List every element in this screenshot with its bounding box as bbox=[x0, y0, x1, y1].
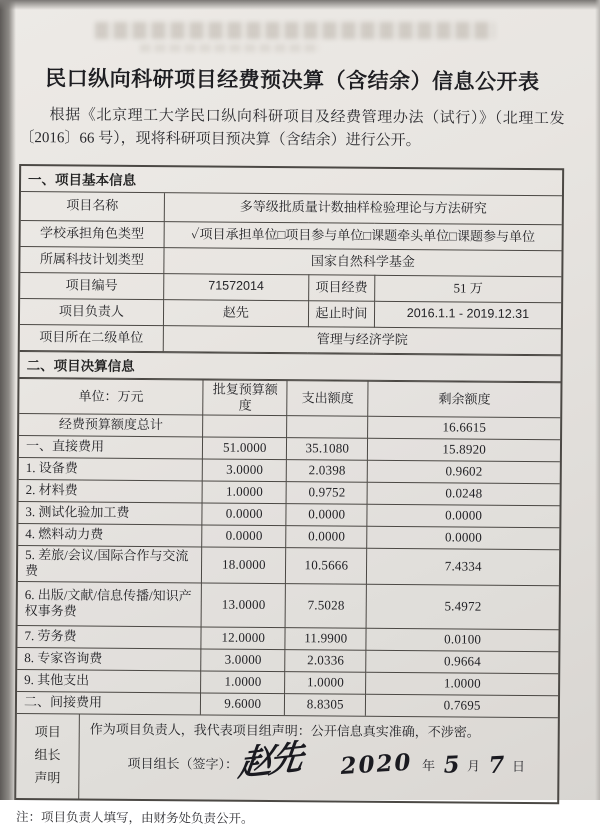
field-value: 多等级批质量计数抽样检验理论与方法研究 bbox=[164, 193, 562, 225]
field-label: 起止时间 bbox=[308, 300, 374, 327]
table-row bbox=[18, 546, 559, 586]
handwritten-month: 5 bbox=[442, 750, 460, 779]
table-header-row bbox=[19, 378, 560, 418]
cell-approved: 1.0000 bbox=[202, 481, 286, 504]
day-unit-label: 日 bbox=[512, 758, 526, 774]
cell-approved: 3.0000 bbox=[203, 459, 287, 482]
field-label: 所属科技计划类型 bbox=[20, 246, 164, 273]
cell-spent: 0.0000 bbox=[286, 526, 367, 549]
declaration-text: 作为项目负责人，我代表项目组声明：公开信息真实准确，不涉密。 bbox=[89, 721, 480, 740]
row-label: 8. 专家咨询费 bbox=[17, 647, 201, 670]
cell-remaining: 15.8920 bbox=[368, 438, 560, 462]
table-row bbox=[20, 324, 561, 354]
cell-remaining: 0.7695 bbox=[366, 694, 558, 717]
section-basic-info-header: 一、项目基本信息 bbox=[21, 166, 562, 196]
row-label: 5. 差旅/会议/国际合作与交流费 bbox=[18, 546, 202, 583]
photo-edge-top bbox=[0, 0, 600, 10]
statement-header-line: 声明 bbox=[34, 770, 61, 786]
page-bleed-through bbox=[95, 22, 495, 39]
cell-spent: 0.9752 bbox=[286, 482, 367, 505]
field-value: 国家自然科学基金 bbox=[164, 247, 562, 276]
cell-spent: 1.0000 bbox=[285, 671, 366, 694]
photo-edge-right bbox=[595, 0, 600, 800]
year-unit-label: 年 bbox=[421, 757, 436, 773]
basic-info-table bbox=[20, 192, 562, 355]
cell-remaining: 0.0000 bbox=[367, 526, 559, 550]
cell-approved: 0.0000 bbox=[202, 503, 286, 526]
cell-remaining: 0.9664 bbox=[366, 650, 558, 674]
cell-approved bbox=[203, 415, 287, 438]
statement-header-line: 项目 bbox=[34, 724, 61, 740]
main-form-table bbox=[14, 163, 564, 803]
field-value: 赵先 bbox=[163, 299, 308, 326]
photo-edge-left bbox=[0, 0, 16, 800]
row-label: 3. 测试化验加工费 bbox=[18, 502, 202, 525]
cell-remaining: 16.6615 bbox=[368, 416, 560, 440]
cell-spent bbox=[287, 416, 368, 439]
field-value: 51 万 bbox=[374, 275, 561, 302]
cell-approved: 3.0000 bbox=[201, 648, 285, 671]
field-label: 项目经费 bbox=[308, 274, 374, 301]
statement-body-cell bbox=[79, 714, 558, 802]
row-label: 2. 材料费 bbox=[19, 480, 203, 503]
page-bleed-through-2 bbox=[140, 44, 320, 52]
cell-remaining: 0.0248 bbox=[367, 482, 559, 506]
cell-spent: 2.0336 bbox=[285, 649, 366, 672]
statement-header-cell bbox=[16, 713, 80, 797]
field-value: 71572014 bbox=[164, 273, 309, 300]
page-title: 民口纵向科研项目经费预决算（含结余）信息公开表 bbox=[45, 66, 540, 95]
row-label: 经费预算额度总计 bbox=[19, 414, 203, 437]
cell-spent: 0.0000 bbox=[286, 504, 367, 527]
column-header: 批复预算额度 bbox=[203, 379, 287, 415]
cell-spent: 10.5666 bbox=[286, 548, 367, 584]
intro-paragraph: 根据《北京理工大学民口纵向科研项目及经费管理办法（试行）》（北理工发〔2016〕66 号），现将科研项目预决算（含结余）进行公开。 bbox=[19, 107, 565, 150]
field-value: 2016.1.1 - 2019.12.31 bbox=[374, 301, 561, 328]
leader-statement-row bbox=[16, 712, 558, 801]
row-label: 4. 燃料动力费 bbox=[18, 524, 202, 547]
cell-approved: 13.0000 bbox=[202, 582, 286, 627]
field-label: 项目负责人 bbox=[20, 298, 164, 325]
cell-remaining: 1.0000 bbox=[366, 672, 558, 696]
cell-remaining: 0.0000 bbox=[367, 504, 559, 528]
field-label: 项目编号 bbox=[20, 272, 164, 299]
cell-approved: 18.0000 bbox=[202, 547, 286, 583]
footer-note: 注：项目负责人填写，由财务处负责公开。 bbox=[16, 809, 254, 826]
row-label: 9. 其他支出 bbox=[17, 669, 201, 692]
cell-spent: 7.5028 bbox=[285, 583, 366, 628]
row-label: 6. 出版/文献/信息传播/知识产权事务费 bbox=[18, 581, 202, 626]
field-label: 项目名称 bbox=[21, 192, 165, 222]
row-label: 二、间接费用 bbox=[17, 691, 201, 714]
column-header: 支出额度 bbox=[287, 380, 368, 416]
row-label: 7. 劳务费 bbox=[17, 625, 201, 648]
signature-row bbox=[127, 736, 547, 785]
table-row bbox=[18, 581, 559, 629]
cell-approved: 1.0000 bbox=[201, 670, 285, 693]
row-label: 一、直接费用 bbox=[19, 436, 203, 459]
handwritten-day: 7 bbox=[487, 751, 505, 779]
statement-header-line: 组长 bbox=[34, 747, 61, 763]
cell-remaining: 5.4972 bbox=[366, 584, 558, 630]
field-label: 学校承担角色类型 bbox=[21, 220, 165, 247]
cell-approved: 9.6000 bbox=[201, 692, 285, 714]
column-header: 剩余额度 bbox=[368, 381, 560, 418]
column-header: 单位：万元 bbox=[19, 378, 203, 415]
cell-remaining: 7.4334 bbox=[367, 548, 559, 585]
handwritten-signature: 赵先 bbox=[235, 736, 303, 785]
cell-approved: 0.0000 bbox=[202, 525, 286, 548]
month-unit-label: 月 bbox=[466, 758, 481, 774]
row-label: 1. 设备费 bbox=[19, 458, 203, 481]
handwritten-year: 2020 bbox=[339, 748, 413, 780]
cell-remaining: 0.0100 bbox=[366, 628, 558, 652]
document-page bbox=[14, 62, 565, 829]
cell-remaining: 0.9602 bbox=[368, 460, 560, 484]
section-settlement-header: 二、项目决算信息 bbox=[20, 351, 561, 382]
cell-spent: 35.1080 bbox=[287, 438, 368, 461]
field-value: ✓项目承担单位□项目参与单位□课题牵头单位□课题参与单位 bbox=[164, 221, 562, 250]
settlement-table bbox=[17, 378, 561, 717]
cell-spent: 8.8305 bbox=[285, 693, 366, 715]
field-label: 项目所在二级单位 bbox=[20, 324, 164, 351]
cell-spent: 2.0398 bbox=[286, 460, 367, 483]
table-row bbox=[21, 192, 562, 225]
cell-spent: 11.9900 bbox=[285, 627, 366, 650]
cell-approved: 12.0000 bbox=[201, 626, 285, 649]
field-value: 管理与经济学院 bbox=[163, 325, 561, 354]
cell-approved: 51.0000 bbox=[203, 437, 287, 460]
signature-label: 项目组长（签字）： bbox=[127, 755, 239, 772]
